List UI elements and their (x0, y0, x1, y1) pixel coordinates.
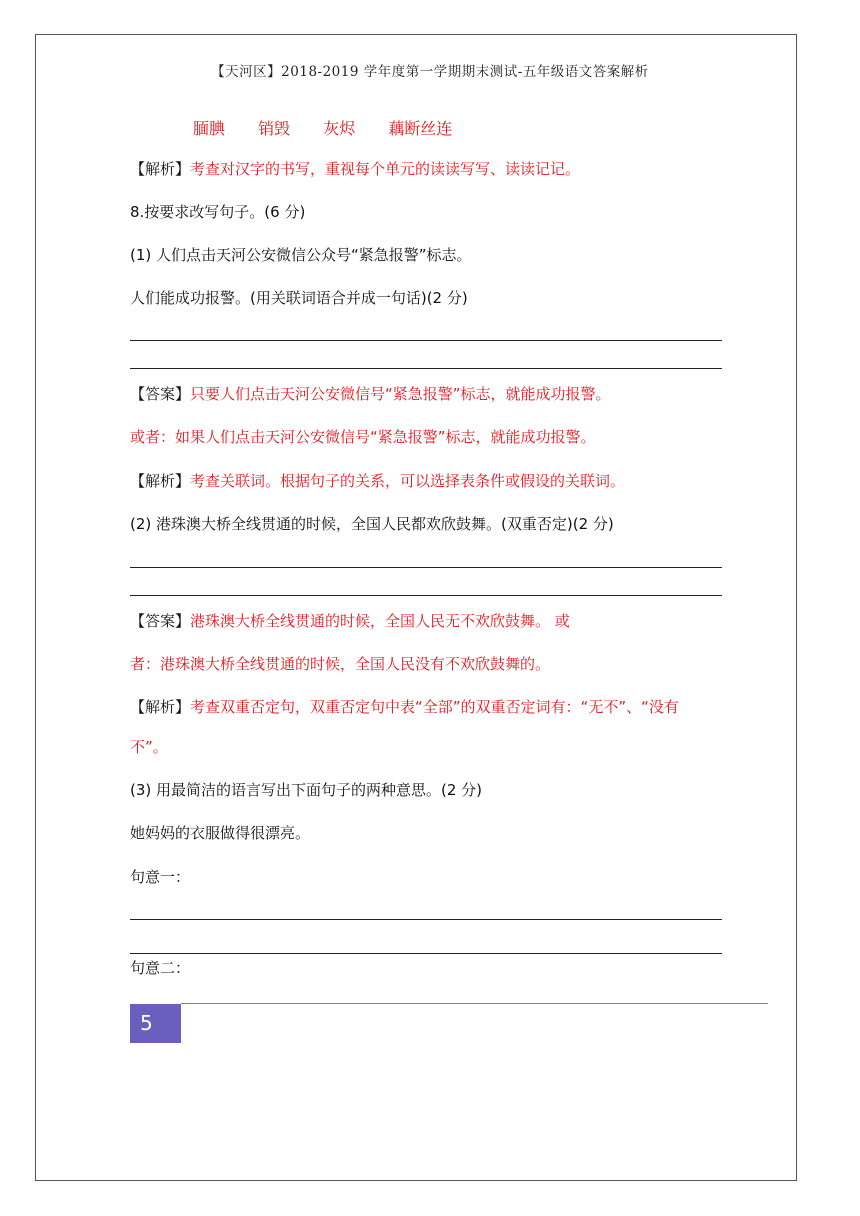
q8-1-question-cont: 人们能成功报警。(用关联词语合并成一句话)(2 分) (130, 289, 468, 307)
answer-word: 藕断丝连 (388, 119, 453, 138)
q8-1-answer (130, 384, 611, 404)
answer-text: 只要人们点击天河公安微信号“紧急报警”标志，就能成功报警。 (190, 385, 611, 403)
answer-rule (130, 340, 722, 341)
q8-3-question: (3) 用最简洁的语言写出下面句子的两种意思。(2 分) (130, 781, 483, 799)
analysis-label: 【解析】 (130, 160, 191, 178)
q8-2-answer-cont: 者：港珠澳大桥全线贯通的时候，全国人民没有不欢欣鼓舞的。 (130, 655, 551, 673)
analysis-text: 考查双重否定句，双重否定句中表“全部”的双重否定词有：“无不”、“没有 (190, 698, 679, 716)
q8-2-analysis-cont: 不”。 (130, 738, 168, 756)
q8-2-answer (130, 611, 570, 631)
q8-2-analysis (130, 697, 679, 717)
q8-1-answer-alt: 或者：如果人们点击天河公安微信号“紧急报警”标志，就能成功报警。 (130, 428, 596, 446)
analysis-label: 【解析】 (130, 698, 191, 716)
analysis-text: 考查对汉字的书写，重视每个单元的读读写写、读读记记。 (190, 160, 581, 178)
q8-title: 8.按要求改写句子。(6 分) (130, 203, 306, 221)
answer-rule (130, 953, 722, 954)
answer-words (193, 116, 480, 139)
answer-rule (130, 368, 722, 369)
page-number: 5 (130, 1004, 181, 1043)
answer-rule (130, 595, 722, 596)
answer-label: 【答案】 (130, 612, 191, 630)
analysis-label: 【解析】 (130, 472, 191, 490)
answer-text: 港珠澳大桥全线贯通的时候，全国人民无不欢欣鼓舞。 或 (190, 612, 570, 630)
answer-label: 【答案】 (130, 385, 191, 403)
q8-1-question: (1) 人们点击天河公安微信公众号“紧急报警”标志。 (130, 246, 472, 264)
answer-word: 灰烬 (323, 119, 356, 138)
meaning-one-label: 句意一： (130, 868, 191, 886)
analysis-text: 考查关联词。根据句子的关系，可以选择表条件或假设的关联词。 (190, 472, 626, 490)
q8-1-analysis (130, 471, 625, 491)
footer-rule (181, 1003, 768, 1004)
q8-2-question: (2) 港珠澳大桥全线贯通的时候，全国人民都欢欣鼓舞。(双重否定)(2 分) (130, 515, 614, 533)
answer-rule (130, 919, 722, 920)
answer-rule (130, 567, 722, 568)
q7-analysis (130, 159, 580, 179)
answer-word: 腼腆 (193, 119, 226, 138)
meaning-two-label: 句意二： (130, 959, 191, 977)
answer-word: 销毁 (258, 119, 291, 138)
q8-3-sentence: 她妈妈的衣服做得很漂亮。 (130, 824, 311, 842)
page-header: 【天河区】2018-2019 学年度第一学期期末测试-五年级语文答案解析 (211, 64, 649, 80)
